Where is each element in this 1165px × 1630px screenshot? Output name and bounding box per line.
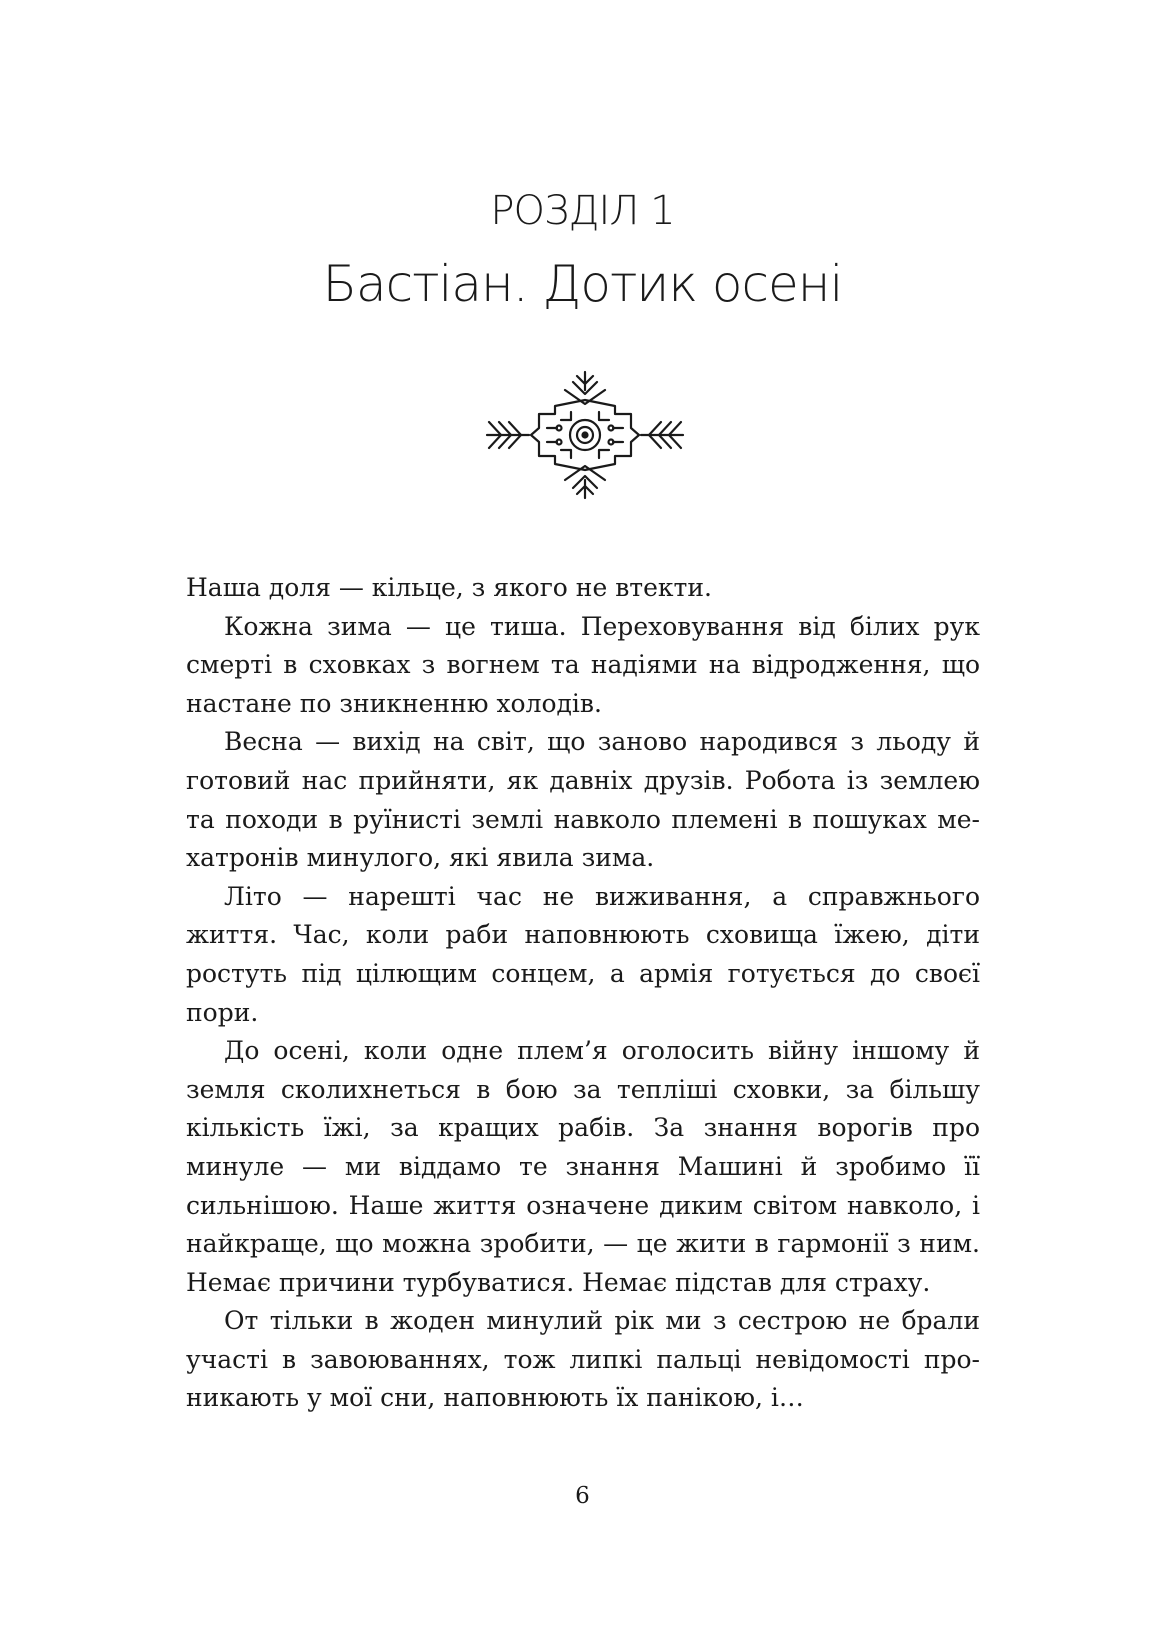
- chapter-title: Бастіан. Дотик осені: [322, 255, 843, 313]
- paragraph: Кожна зима — це тиша. Переховування від білих рук смерті в сховках з вогнем та надіями на відродження, що настане по зникненню холодів.: [186, 611, 980, 718]
- chapter-body: [186, 569, 980, 1418]
- chapter-label: РОЗДІЛ 1: [490, 188, 675, 234]
- page-number: 6: [575, 1483, 590, 1509]
- paragraph: Літо — нарешті час не виживання, а справжнього життя. Час, коли раби наповнюють сховища їжею, діти ростуть під цілющим сонцем, а армія готується до своєї пори.: [186, 881, 980, 1027]
- paragraph: Весна — вихід на світ, що заново народився з льоду й готовий нас прийняти, як давніх друзів. Робота із землею та походи в руїнисті землі навколо племені в пошуках мехатронів минулого, які явила зима.: [186, 727, 980, 873]
- paragraph: Наша доля — кільце, з якого не втекти.: [186, 573, 712, 602]
- folk-ornament-icon: [485, 370, 685, 500]
- paragraph: От тільки в жоден минулий рік ми з сестрою не брали участі в завоюваннях, тож липкі пальці невідомості проникають у мої сни, наповнюють їх панікою, і…: [186, 1306, 980, 1413]
- paragraph: До осені, коли одне плем’я оголосить війну іншому й земля сколихнеться в бою за тепліші сховки, за більшу кількість їжі, за кращих рабів. За знання ворогів про минуле — ми віддамо те знання Машині й зробимо її сильнішою. Наше життя означене диким світом навколо, і найкраще, що можна зробити, — це жити в гармонії з ним. Немає причини турбуватися. Немає підстав для страху.: [186, 1036, 980, 1297]
